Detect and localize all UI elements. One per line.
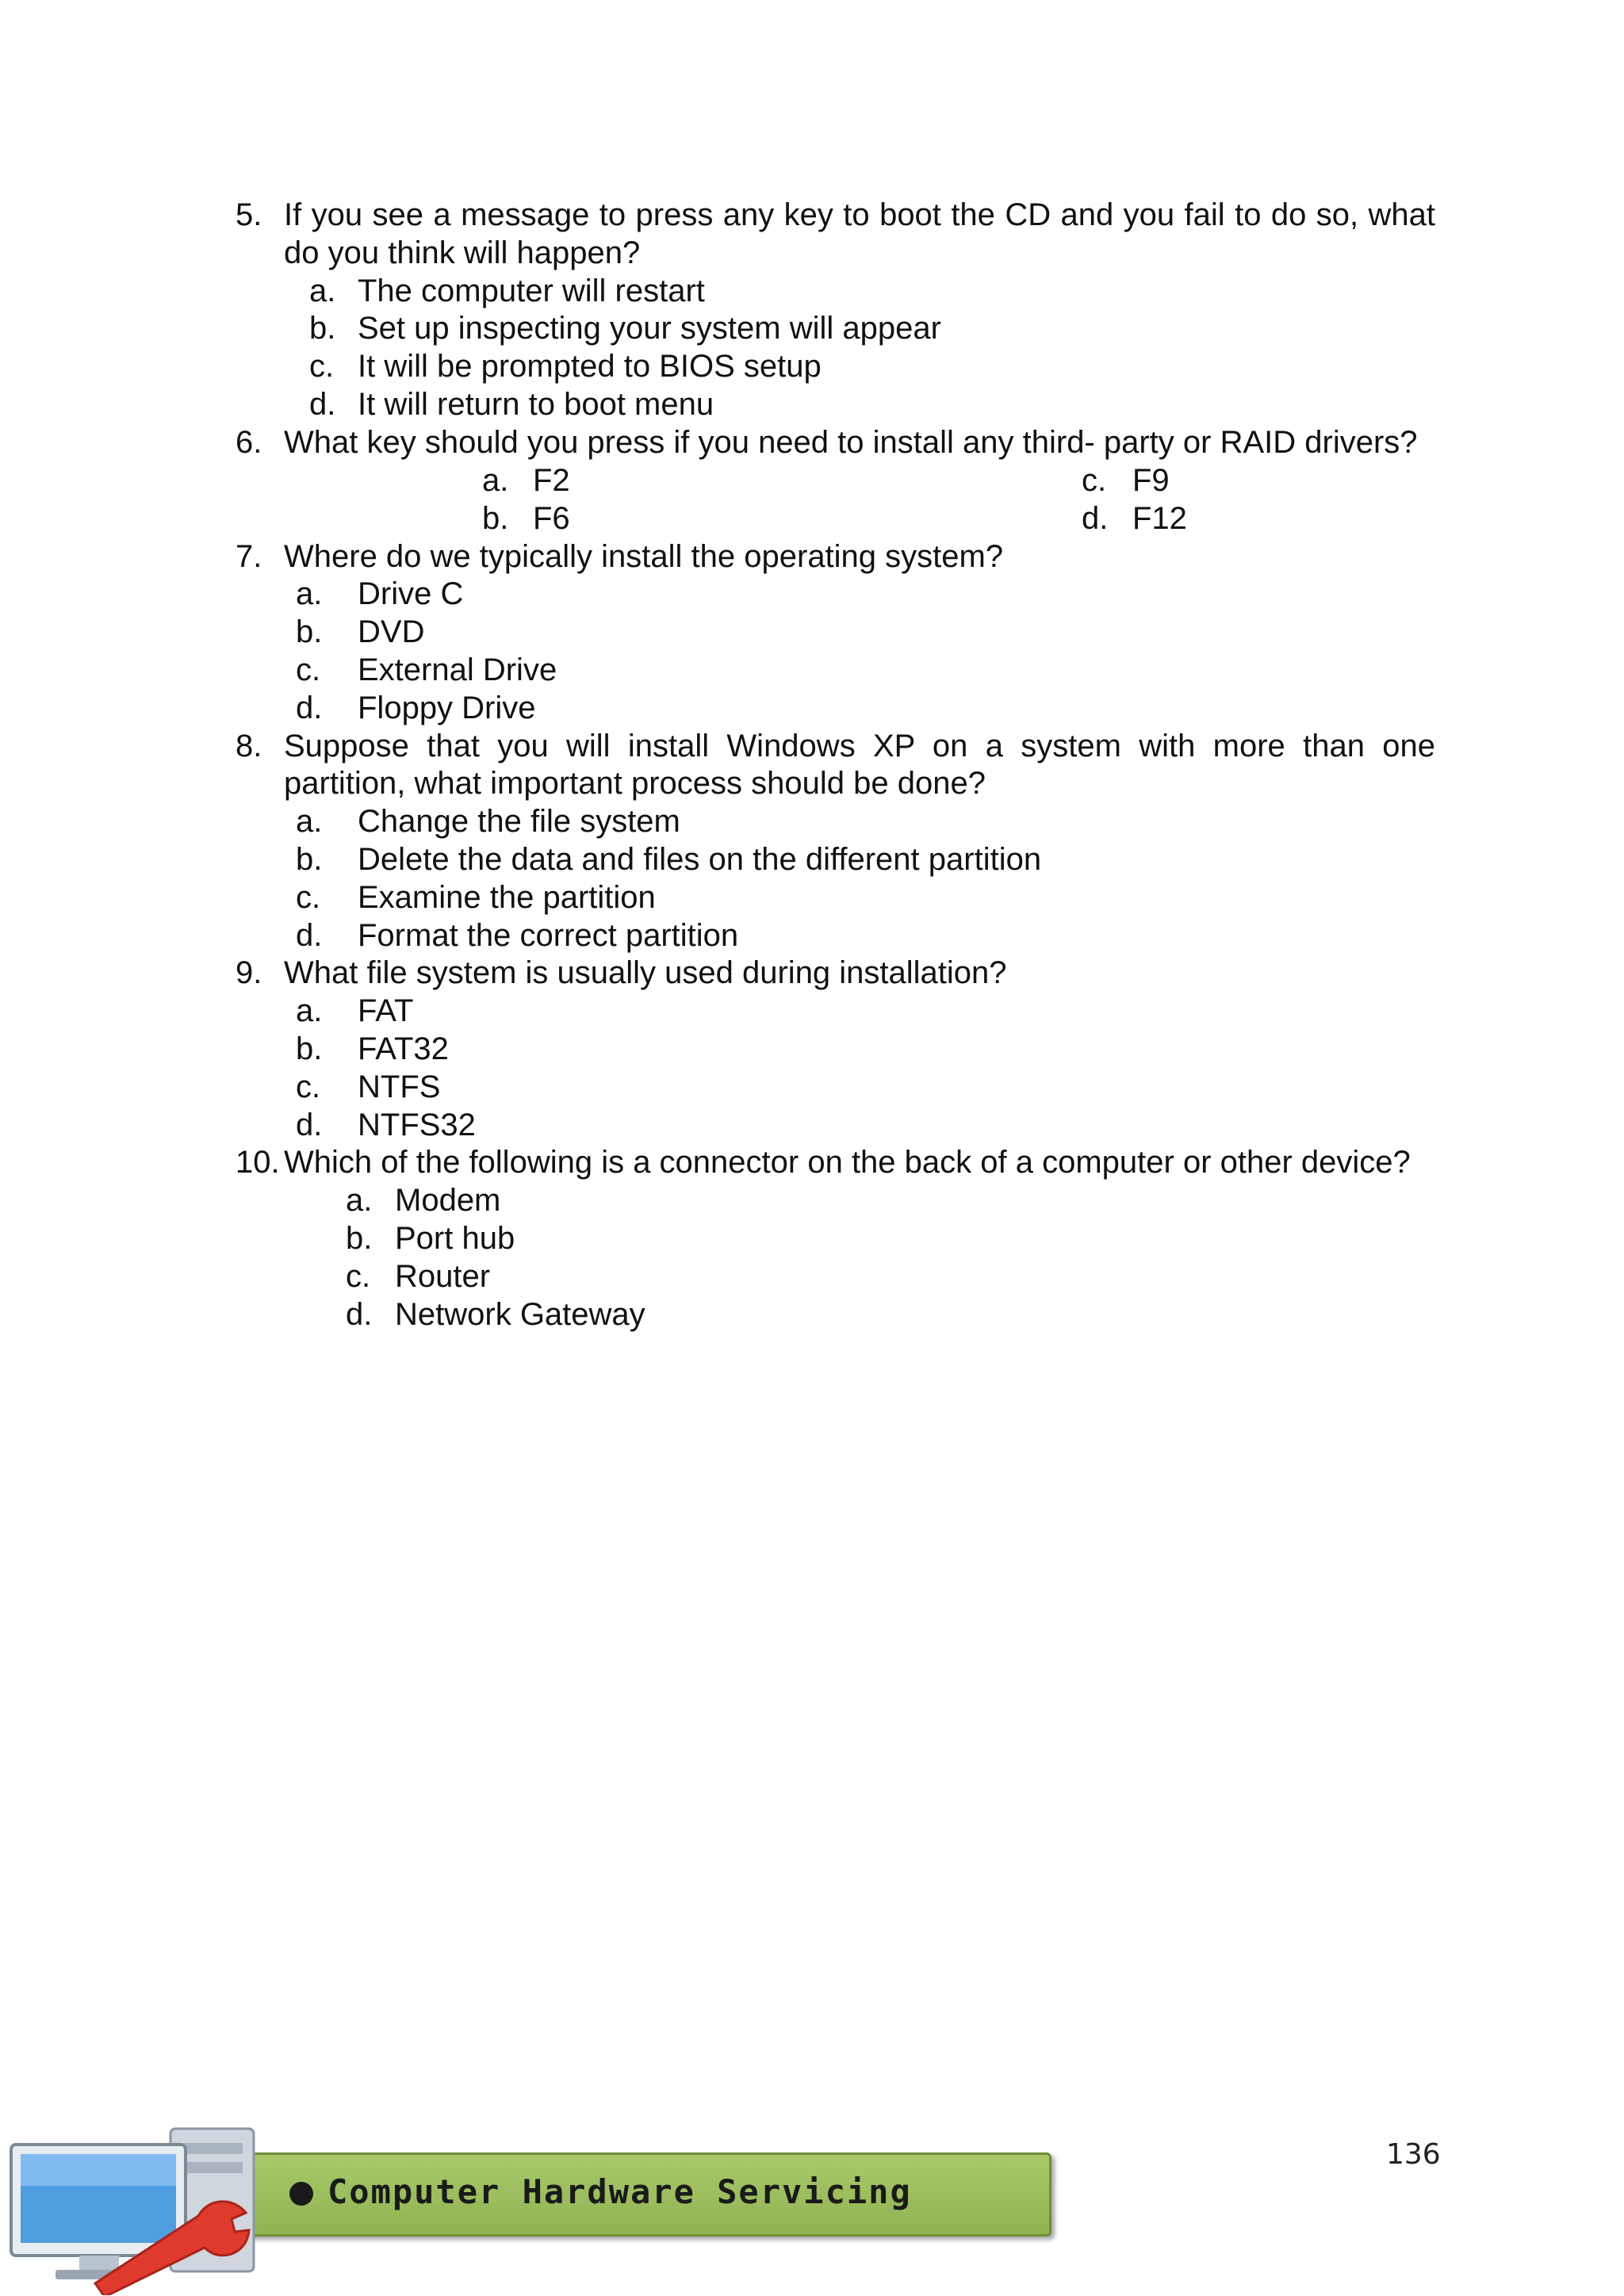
options-grid	[284, 462, 1435, 538]
question-number: 6.	[236, 424, 262, 460]
option-letter: a.	[309, 273, 336, 308]
option-text: FAT32	[358, 1031, 449, 1066]
option-letter: d.	[296, 1107, 323, 1142]
option-c	[284, 879, 1435, 917]
bullet-dot	[289, 2182, 313, 2206]
option-letter: b.	[482, 500, 509, 536]
option-a	[284, 576, 1435, 614]
page-number: 136	[1386, 2138, 1441, 2171]
option-text: It will return to boot menu	[358, 386, 714, 422]
option-text: Network Gateway	[395, 1296, 645, 1332]
option-text: Floppy Drive	[358, 690, 536, 725]
question-number: 5.	[236, 197, 262, 232]
option-text: Modem	[395, 1183, 501, 1219]
option-b	[284, 614, 1435, 652]
option-letter: b.	[296, 1031, 323, 1066]
option-letter: d.	[296, 917, 323, 953]
option-d	[284, 1296, 1435, 1334]
option-letter: a.	[296, 993, 323, 1029]
option-text: Set up inspecting your system will appear	[358, 311, 941, 346]
option-letter: c.	[1082, 462, 1107, 498]
option-letter: a.	[296, 576, 323, 612]
option-text: F12	[1132, 500, 1187, 536]
option-text: FAT	[358, 993, 414, 1029]
question-number: 7.	[236, 538, 262, 574]
option-letter: c.	[296, 1069, 321, 1104]
options-list	[284, 273, 1435, 424]
option-letter: d.	[296, 690, 323, 725]
question-text: Which of the following is a connector on the back of a computer or other device?	[284, 1145, 1411, 1181]
option-text: F6	[533, 500, 570, 536]
option-b	[284, 310, 1435, 348]
option-text: F2	[533, 462, 570, 498]
options-list	[284, 803, 1435, 955]
banner-title: Computer Hardware Servicing	[327, 2172, 912, 2211]
question-10	[236, 1144, 1435, 1334]
option-d	[284, 690, 1435, 728]
options-list	[284, 993, 1435, 1144]
option-letter: b.	[296, 614, 323, 650]
option-text: External Drive	[358, 652, 557, 687]
option-c	[284, 348, 1435, 386]
footer-banner	[0, 2121, 1110, 2296]
option-c	[284, 652, 1435, 690]
option-d	[284, 386, 1435, 424]
option-letter: b.	[309, 311, 336, 346]
option-text: F9	[1132, 462, 1170, 498]
options-list	[284, 1182, 1435, 1334]
option-letter: d.	[346, 1296, 373, 1332]
option-c	[284, 1258, 1435, 1296]
option-letter: b.	[296, 841, 323, 877]
question-5	[236, 197, 1435, 424]
option-d	[284, 1107, 1435, 1145]
option-letter: d.	[309, 386, 336, 422]
option-text: Examine the partition	[358, 879, 656, 915]
option-text: Router	[395, 1258, 491, 1294]
option-letter: c.	[296, 879, 321, 915]
option-a	[482, 462, 570, 500]
option-letter: c.	[346, 1258, 371, 1294]
options-list	[284, 576, 1435, 727]
option-b	[284, 1220, 1435, 1258]
option-c	[1082, 462, 1170, 500]
option-text: DVD	[358, 614, 425, 650]
question-9	[236, 955, 1435, 1144]
option-text: NTFS32	[358, 1107, 476, 1142]
option-letter: a.	[346, 1183, 373, 1219]
question-list	[236, 197, 1435, 1334]
option-a	[284, 803, 1435, 841]
option-letter: a.	[482, 462, 509, 498]
question-text: What file system is usually used during installation?	[284, 955, 1007, 991]
option-text: Format the correct partition	[358, 917, 739, 953]
option-letter: a.	[296, 804, 323, 840]
question-8	[236, 728, 1435, 955]
option-letter: d.	[1082, 500, 1109, 536]
option-text: The computer will restart	[358, 273, 705, 308]
option-text: Change the file system	[358, 804, 680, 840]
computer-wrench-icon	[0, 2121, 285, 2295]
option-b	[284, 841, 1435, 879]
option-letter: c.	[296, 652, 321, 687]
option-text: It will be prompted to BIOS setup	[358, 349, 822, 385]
option-d	[1082, 500, 1187, 538]
option-d	[284, 917, 1435, 955]
option-letter: b.	[346, 1220, 373, 1256]
question-text: Where do we typically install the operating system?	[284, 538, 1004, 574]
question-number: 9.	[236, 955, 262, 991]
question-text: Suppose that you will install Windows XP on a system with more than one partition, what important process should be done?	[284, 728, 1435, 802]
question-7	[236, 538, 1435, 728]
option-a	[284, 1182, 1435, 1220]
question-6	[236, 424, 1435, 538]
question-number: 10.	[236, 1145, 280, 1181]
option-text: NTFS	[358, 1069, 441, 1104]
option-c	[284, 1069, 1435, 1107]
option-a	[284, 993, 1435, 1031]
banner-bar	[238, 2152, 1051, 2237]
option-text: Drive C	[358, 576, 464, 612]
question-text: What key should you press if you need to install any third- party or RAID drivers?	[284, 424, 1418, 460]
option-b	[482, 500, 570, 538]
option-b	[284, 1031, 1435, 1069]
option-text: Delete the data and files on the different partition	[358, 841, 1042, 877]
question-text: If you see a message to press any key to boot the CD and you fail to do so, what do you think will happen?	[284, 197, 1435, 270]
option-letter: c.	[309, 349, 335, 385]
option-text: Port hub	[395, 1220, 515, 1256]
question-number: 8.	[236, 728, 262, 763]
option-a	[284, 273, 1435, 311]
